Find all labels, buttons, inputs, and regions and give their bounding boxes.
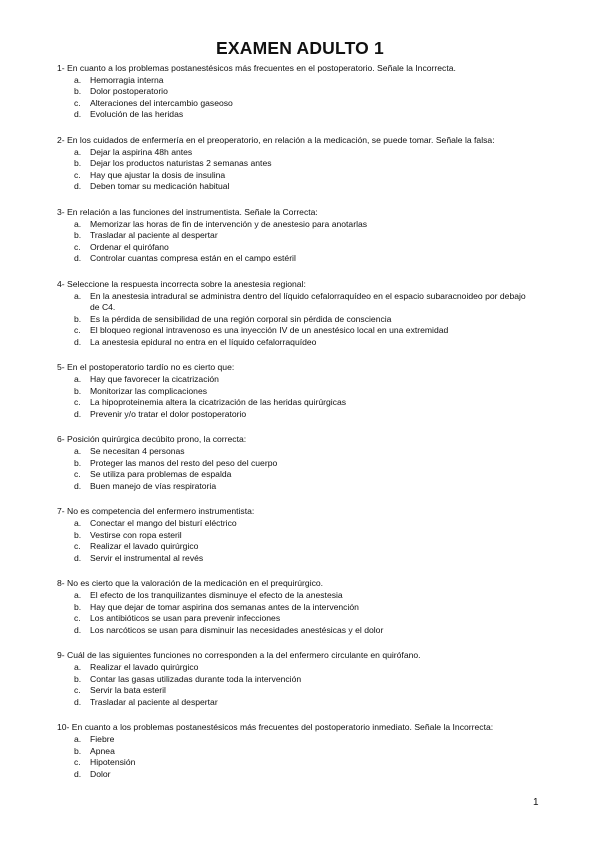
option-text: Apnea [90, 745, 115, 756]
option-item [74, 170, 537, 182]
question-text: 6- Posición quirúrgica decúbito prono, la correcta: [57, 434, 247, 445]
option-item [74, 757, 537, 769]
option-letter: a. [74, 74, 82, 85]
option-item [74, 697, 537, 709]
option-text: Dejar los productos naturistas 2 semanas antes [90, 158, 272, 169]
option-item [74, 625, 537, 637]
option-text: Hemorragia interna [90, 74, 164, 85]
option-letter: d. [74, 109, 82, 120]
option-letter: c. [74, 613, 81, 624]
option-list [57, 75, 537, 121]
option-letter: a. [74, 218, 82, 229]
option-item [74, 590, 537, 602]
option-item [74, 314, 537, 326]
option-text: Dolor [90, 768, 111, 779]
option-item [74, 325, 537, 337]
option-letter: d. [74, 768, 82, 779]
option-item [74, 769, 537, 781]
option-item [74, 219, 537, 231]
option-item [74, 337, 537, 349]
option-letter: c. [74, 97, 81, 108]
option-item [74, 530, 537, 542]
question-text: 5- En el postoperatorio tardío no es cierto que: [57, 362, 235, 373]
option-list [57, 291, 537, 349]
option-text: Hay que favorecer la cicatrización [90, 374, 219, 385]
option-letter: d. [74, 552, 82, 563]
option-text: Trasladar al paciente al despertar [90, 230, 218, 241]
option-item [74, 75, 537, 87]
option-list [57, 147, 537, 193]
option-letter: c. [74, 241, 81, 252]
exam-title: EXAMEN ADULTO 1 [216, 38, 384, 58]
option-text: Hay que dejar de tomar aspirina dos semanas antes de la intervención [90, 601, 359, 612]
question-text: 4- Seleccione la respuesta incorrecta sobre la anestesia regional: [57, 278, 306, 289]
question-6 [57, 434, 537, 492]
option-item [74, 374, 537, 386]
option-text: Los narcóticos se usan para disminuir las necesidades anestésicas y el dolor [90, 624, 384, 635]
option-item [74, 469, 537, 481]
option-item [74, 253, 537, 265]
question-5 [57, 362, 537, 420]
option-text: El efecto de los tranquilizantes disminuye el efecto de la anestesia [90, 589, 343, 600]
option-text: Memorizar las horas de fin de intervención y de anestesio para anotarlas [90, 218, 368, 229]
option-text: Los antibióticos se usan para prevenir infecciones [90, 613, 281, 624]
option-letter: a. [74, 290, 82, 301]
option-item [74, 685, 537, 697]
question-10 [57, 722, 537, 780]
option-item [74, 541, 537, 553]
option-list [57, 518, 537, 564]
option-letter: b. [74, 673, 82, 684]
option-letter: c. [74, 397, 81, 408]
option-item [74, 409, 537, 421]
option-letter: b. [74, 529, 82, 540]
option-text: Alteraciones del intercambio gaseoso [90, 97, 233, 108]
option-letter: d. [74, 253, 82, 264]
option-letter: b. [74, 313, 82, 324]
option-letter: b. [74, 385, 82, 396]
option-list [57, 446, 537, 492]
option-item [74, 746, 537, 758]
option-text: Dejar la aspirina 48h antes [90, 146, 193, 157]
option-item [74, 86, 537, 98]
option-letter: c. [74, 757, 81, 768]
option-text: Proteger las manos del resto del peso del cuerpo [90, 457, 278, 468]
option-letter: c. [74, 541, 81, 552]
option-item [74, 181, 537, 193]
option-letter: c. [74, 325, 81, 336]
option-list [57, 734, 537, 780]
option-item [74, 518, 537, 530]
question-4 [57, 279, 537, 349]
option-text: Contar las gasas utilizadas durante toda la intervención [90, 673, 302, 684]
option-text: Realizar el lavado quirúrgico [90, 541, 199, 552]
option-text: Monitorizar las complicaciones [90, 385, 208, 396]
option-list [57, 219, 537, 265]
option-text: Fiebre [90, 733, 115, 744]
option-list [57, 662, 537, 708]
option-text: El bloqueo regional intravenoso es una inyección IV de un anestésico local en una extremidad [90, 325, 449, 336]
option-item [74, 553, 537, 565]
option-letter: d. [74, 336, 82, 347]
option-text: Servir la bata esteril [90, 685, 166, 696]
option-text: La anestesia epidural no entra en el líquido cefalorraquídeo [90, 336, 317, 347]
option-letter: b. [74, 601, 82, 612]
option-text: Se necesitan 4 personas [90, 446, 185, 457]
option-letter: a. [74, 661, 82, 672]
option-letter: d. [74, 480, 82, 491]
option-item [74, 147, 537, 159]
option-item [74, 674, 537, 686]
option-item [74, 397, 537, 409]
option-text: Prevenir y/o tratar el dolor postoperatorio [90, 408, 247, 419]
option-text: Conectar el mango del bisturí eléctrico [90, 518, 237, 528]
option-letter: a. [74, 733, 82, 744]
option-text: En la anestesia intradural se administra dentro del líquido cefalorraquídeo en el espacio subaracnoideo por debajo de C4. [90, 290, 526, 313]
page-number: 1 [533, 797, 539, 808]
option-letter: b. [74, 230, 82, 241]
option-text: Deben tomar su medicación habitual [90, 181, 230, 192]
option-letter: a. [74, 374, 82, 385]
option-item [74, 458, 537, 470]
option-text: Vestirse con ropa esteril [90, 529, 182, 540]
option-text: Controlar cuantas compresa están en el campo estéril [90, 253, 296, 264]
question-8 [57, 578, 537, 636]
option-text: Trasladar al paciente al despertar [90, 696, 218, 707]
option-item [74, 613, 537, 625]
option-item [74, 446, 537, 458]
option-text: Dolor postoperatorio [90, 86, 168, 97]
option-text: Evolución de las heridas [90, 109, 184, 120]
option-item [74, 662, 537, 674]
option-letter: a. [74, 518, 82, 528]
option-letter: a. [74, 446, 82, 457]
option-letter: b. [74, 457, 82, 468]
option-letter: c. [74, 469, 81, 480]
option-letter: a. [74, 589, 82, 600]
question-list [57, 63, 537, 794]
option-item [74, 481, 537, 493]
option-letter: c. [74, 169, 81, 180]
option-item [74, 230, 537, 242]
option-letter: b. [74, 745, 82, 756]
question-9 [57, 650, 537, 708]
option-letter: d. [74, 181, 82, 192]
option-letter: b. [74, 86, 82, 97]
question-2 [57, 135, 537, 193]
question-text: 3- En relación a las funciones del instrumentista. Señale la Correcta: [57, 206, 318, 217]
question-text: 10- En cuanto a los problemas postanestésicos más frecuentes del postoperatorio inmediato. Señale la Incorrecta: [57, 722, 494, 733]
option-text: Hipotensión [90, 757, 136, 768]
option-letter: b. [74, 158, 82, 169]
option-item [74, 602, 537, 614]
question-text: 2- En los cuidados de enfermería en el preoperatorio, en relación a la medicación, se puede tomar. Señale la falsa: [57, 134, 495, 145]
option-item [74, 242, 537, 254]
option-letter: a. [74, 146, 82, 157]
question-text: 1- En cuanto a los problemas postanestésicos más frecuentes en el postoperatorio. Señale la Incorrecta. [57, 63, 456, 73]
option-text: Hay que ajustar la dosis de insulina [90, 169, 226, 180]
option-text: Realizar el lavado quirúrgico [90, 661, 199, 672]
option-text: Es la pérdida de sensibilidad de una región corporal sin pérdida de consciencia [90, 313, 392, 324]
option-letter: c. [74, 685, 81, 696]
option-item [74, 386, 537, 398]
option-item [74, 291, 537, 314]
option-item [74, 98, 537, 110]
option-letter: d. [74, 696, 82, 707]
question-text: 8- No es cierto que la valoración de la medicación en el prequirúrgico. [57, 578, 324, 589]
option-item [74, 109, 537, 121]
question-7 [57, 506, 537, 564]
option-list [57, 590, 537, 636]
question-text: 9- Cuál de las siguientes funciones no corresponden a la del enfermero circulante en quirófano. [57, 650, 421, 661]
option-text: Buen manejo de vías respiratoria [90, 480, 217, 491]
option-text: Servir el instrumental al revés [90, 552, 204, 563]
option-letter: d. [74, 624, 82, 635]
question-text: 7- No es competencia del enfermero instrumentista: [57, 506, 255, 517]
option-letter: d. [74, 408, 82, 419]
question-1 [57, 63, 537, 121]
option-text: Ordenar el quirófano [90, 241, 169, 252]
option-list [57, 374, 537, 420]
option-item [74, 734, 537, 746]
option-item [74, 158, 537, 170]
option-text: Se utiliza para problemas de espalda [90, 469, 232, 480]
question-3 [57, 207, 537, 265]
option-text: La hipoproteinemia altera la cicatrización de las heridas quirúrgicas [90, 397, 347, 408]
